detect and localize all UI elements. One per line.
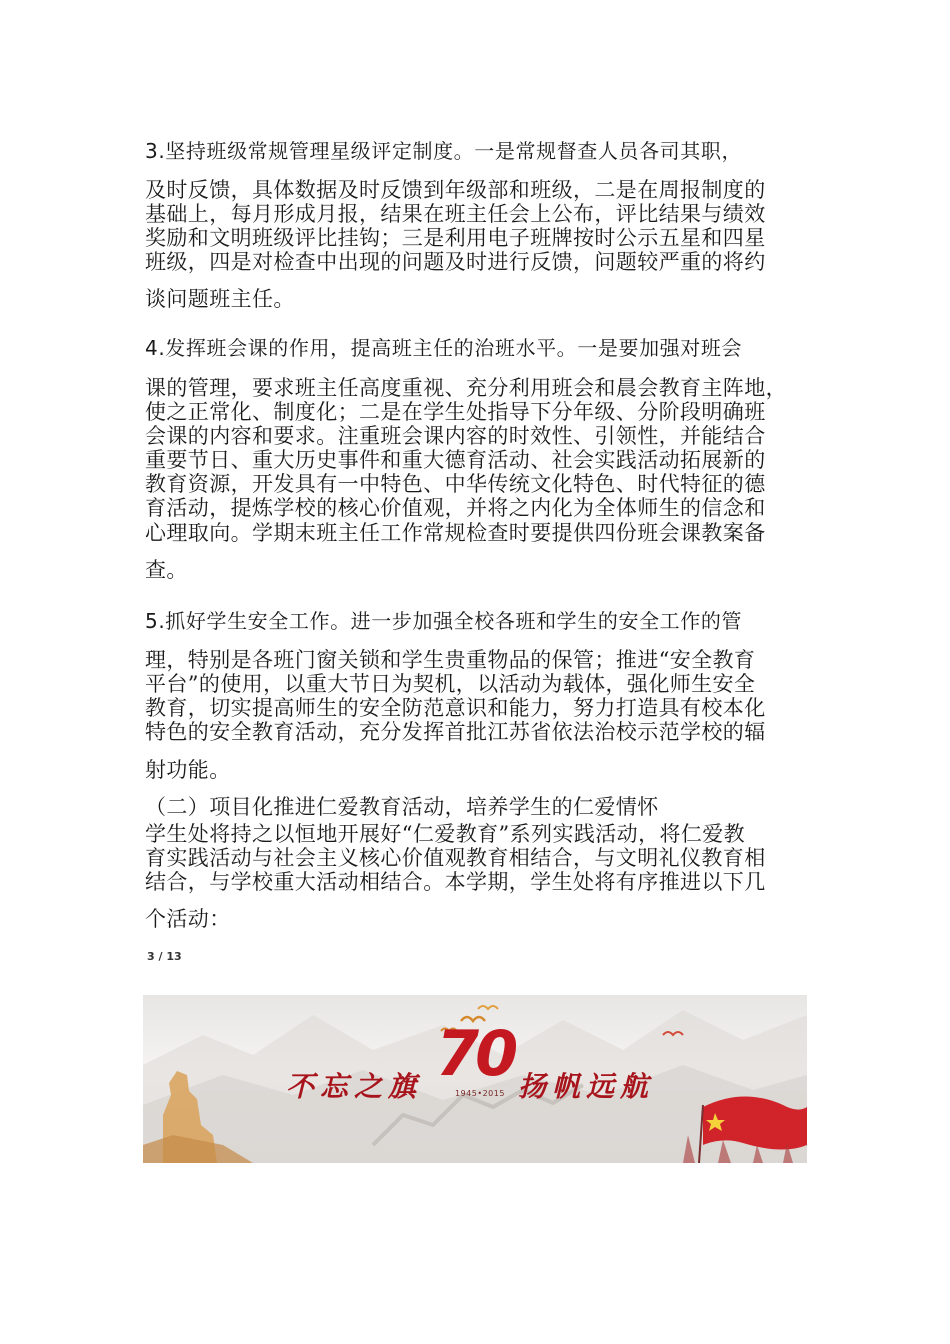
paragraph-4-heading: 4.发挥班会课的作用，提高班主任的治班水平。一是要加强对班会 <box>145 336 743 360</box>
section-2-line: 育实践活动与社会主义核心价值观教育相结合，与文明礼仪教育相 <box>145 846 766 870</box>
paragraph-3-line: 谈问题班主任。 <box>145 287 295 311</box>
section-2-line: 个活动： <box>145 907 231 931</box>
banner-70-mark: 70 <box>436 1017 515 1090</box>
paragraph-3-line: 基础上，每月形成月报，结果在班主任会上公布，评比结果与绩效 <box>145 202 766 226</box>
paragraph-4-line: 育活动，提炼学校的核心价值观，并将之内化为全体师生的信念和 <box>145 496 766 520</box>
paragraph-4-line: 重要节日、重大历史事件和重大德育活动、社会实践活动拓展新的 <box>145 448 766 472</box>
paragraph-4-line: 教育资源，开发具有一中特色、中华传统文化特色、时代特征的德 <box>145 472 766 496</box>
paragraph-5-line: 特色的安全教育活动，充分发挥首批江苏省依法治校示范学校的辐 <box>145 720 766 744</box>
section-2-line: 学生处将持之以恒地开展好“仁爱教育”系列实践活动，将仁爱教 <box>145 822 746 846</box>
paragraph-5-line: 教育，切实提高师生的安全防范意识和能力，努力打造具有校本化 <box>145 696 766 720</box>
paragraph-4-line: 课的管理，要求班主任高度重视、充分利用班会和晨会教育主阵地， <box>145 376 787 400</box>
paragraph-5-line: 平台”的使用，以重大节日为契机，以活动为载体，强化师生安全 <box>145 672 756 696</box>
paragraph-3-line: 及时反馈，具体数据及时反馈到年级部和班级，二是在周报制度的 <box>145 178 766 202</box>
banner-years: 1945•2015 <box>455 1089 505 1098</box>
section-2-heading: （二）项目化推进仁爱教育活动，培养学生的仁爱情怀 <box>145 795 659 819</box>
paragraph-5-line: 理，特别是各班门窗关锁和学生贵重物品的保管；推进“安全教育 <box>145 648 756 672</box>
banner-right-slogan: 扬帆远航 <box>518 1070 655 1103</box>
paragraph-3-line: 班级，四是对检查中出现的问题及时进行反馈，问题较严重的将约 <box>145 250 766 274</box>
banner-left-slogan: 不忘之旗 <box>286 1070 423 1103</box>
paragraph-4-line: 心理取向。学期末班主任工作常规检查时要提供四份班会课教案备 <box>145 521 766 545</box>
paragraph-4-line: 查。 <box>145 558 188 582</box>
paragraph-5-heading: 5.抓好学生安全工作。进一步加强全校各班和学生的安全工作的管 <box>145 609 743 633</box>
paragraph-3-line: 奖励和文明班级评比挂钩；三是利用电子班牌按时公示五星和四星 <box>145 226 766 250</box>
page-number: 3 / 13 <box>147 950 182 963</box>
paragraph-5-line: 射功能。 <box>145 758 231 782</box>
paragraph-3-heading: 3.坚持班级常规管理星级评定制度。一是常规督查人员各司其职， <box>145 139 743 163</box>
paragraph-4-line: 会课的内容和要求。注重班会课内容的时效性、引领性，并能结合 <box>145 424 766 448</box>
section-2-line: 结合，与学校重大活动相结合。本学期，学生处将有序推进以下几 <box>145 870 766 894</box>
banner-image <box>143 995 807 1163</box>
paragraph-4-line: 使之正常化、制度化；二是在学生处指导下分年级、分阶段明确班 <box>145 400 766 424</box>
